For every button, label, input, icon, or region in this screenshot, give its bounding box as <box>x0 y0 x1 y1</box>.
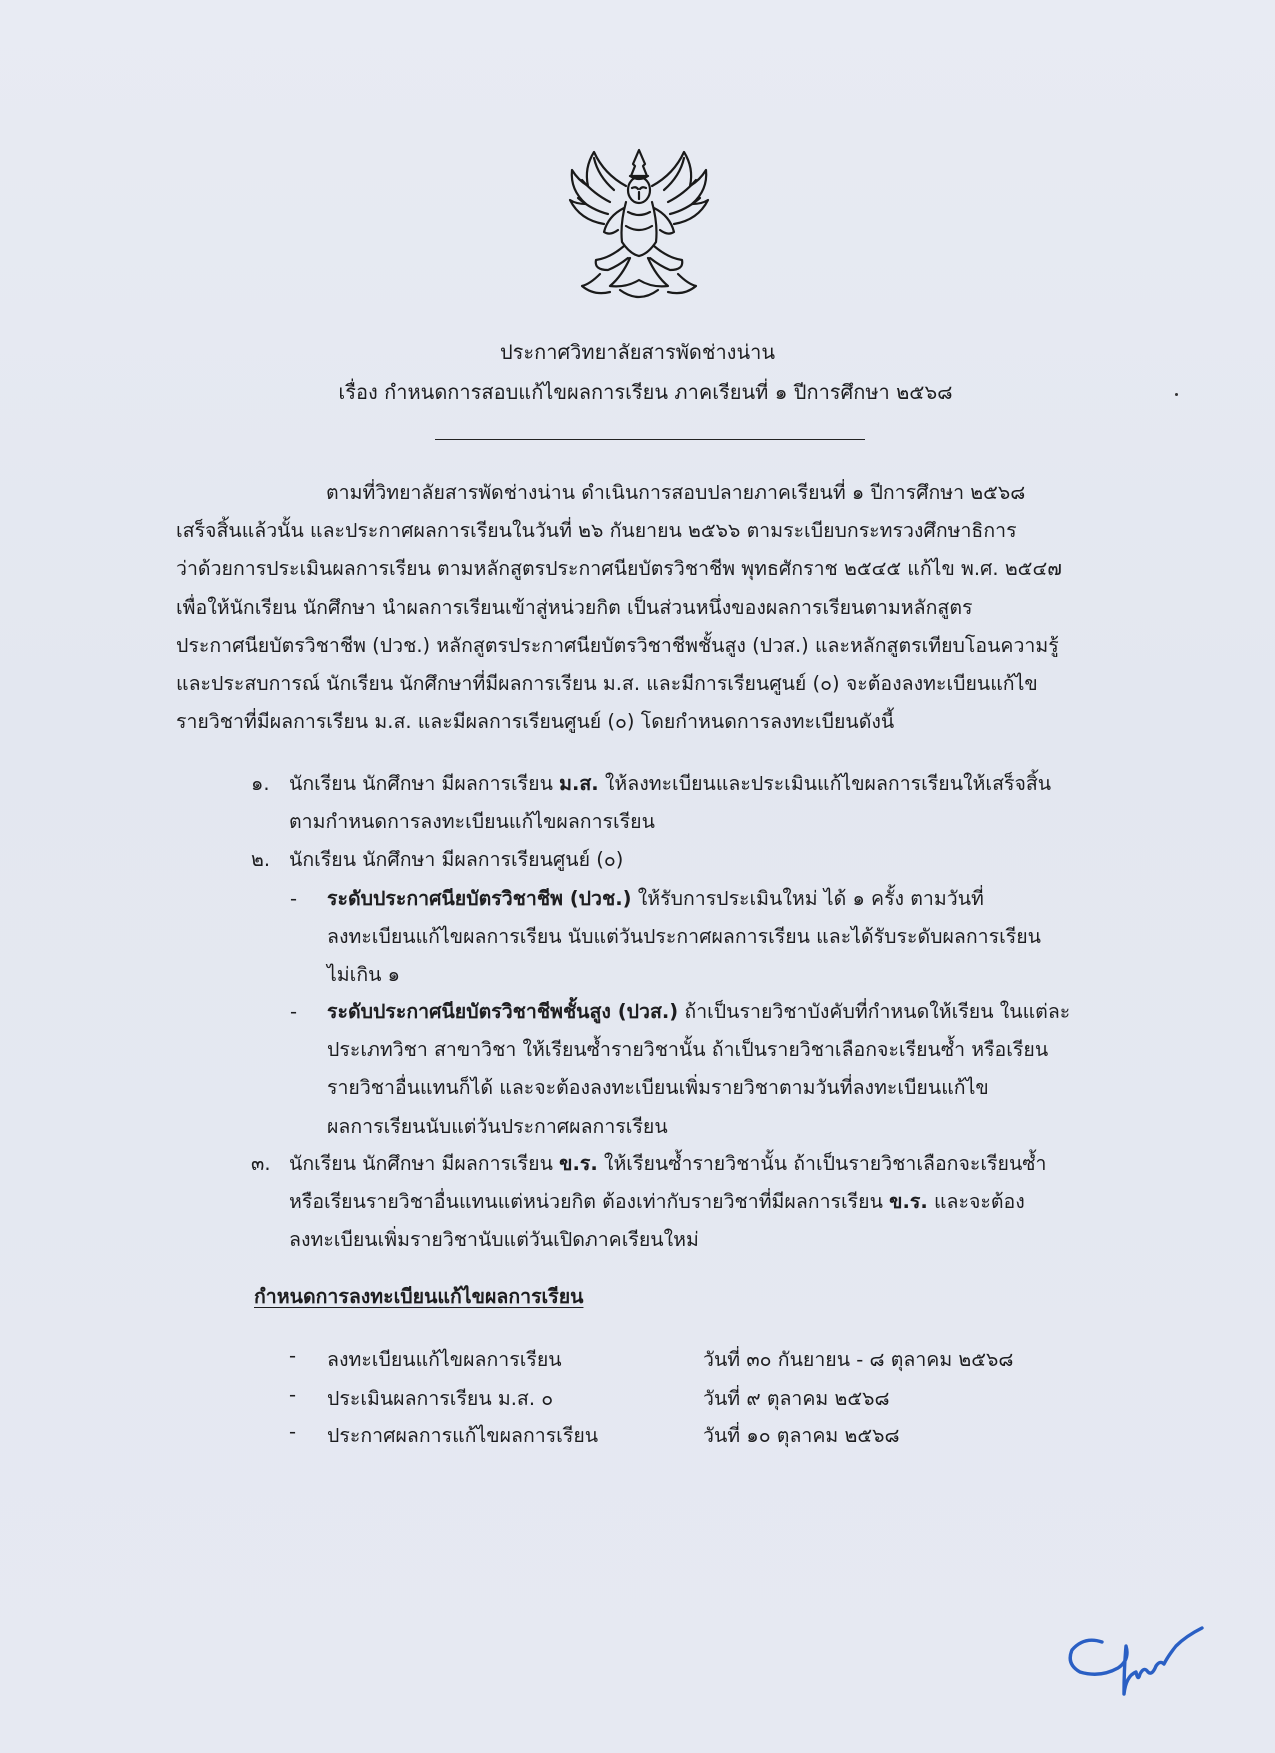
bullet-dash: - <box>289 1420 297 1443</box>
item-text: ประเภทวิชา สาขาวิชา ให้เรียนซ้ำรายวิชานั้น ถ้าเป็นรายวิชาเลือกจะเรียนซ้ำ หรือเรียน <box>327 1038 1049 1062</box>
list-item-1 <box>289 765 1051 841</box>
item-text: ให้เรียนซ้ำรายวิชานั้น ถ้าเป็นรายวิชาเลือกจะเรียนซ้ำ <box>597 1152 1047 1175</box>
garuda-emblem-icon <box>560 146 718 306</box>
list-item-3 <box>289 1145 1046 1260</box>
bullet-dash: - <box>290 887 298 910</box>
sub-item-pvc <box>327 880 1041 995</box>
list-number: ๓. <box>251 1152 271 1175</box>
level-pvc: ระดับประกาศนียบัตรวิชาชีพ (ปวช.) <box>327 887 632 910</box>
bullet-dash: - <box>289 1344 297 1367</box>
item-text: ให้รับการประเมินใหม่ ได้ ๑ ครั้ง ตามวันที่ <box>631 887 984 910</box>
grade-ms: ม.ส. <box>559 772 599 795</box>
list-item-2: นักเรียน นักศึกษา มีผลการเรียนศูนย์ (๐) <box>289 848 624 871</box>
header-divider <box>435 439 865 440</box>
level-pvs: ระดับประกาศนียบัตรวิชาชีพชั้นสูง (ปวส.) <box>327 1000 679 1023</box>
item-text: ลงทะเบียนแก้ไขผลการเรียน นับแต่วันประกาศผลการเรียน และได้รับระดับผลการเรียน <box>327 925 1041 949</box>
list-number: ๑. <box>251 772 270 795</box>
grade-kr: ข.ร. <box>889 1190 928 1214</box>
item-text: ไม่เกิน ๑ <box>327 963 401 987</box>
intro-line: รายวิชาที่มีผลการเรียน ม.ส. และมีผลการเรียนศูนย์ (๐) โดยกำหนดการลงทะเบียนดังนี้ <box>176 710 895 734</box>
intro-line: เสร็จสิ้นแล้วนั้น และประกาศผลการเรียนในวันที่ ๒๖ กันยายน ๒๕๖๖ ตามระเบียบกระทรวงศึกษาธิการ <box>176 519 1017 543</box>
sub-item-pvs <box>327 993 1070 1146</box>
schedule-date: วันที่ ๓๐ กันยายน - ๘ ตุลาคม ๒๕๖๘ <box>703 1348 1014 1371</box>
bullet-dash: - <box>289 1383 297 1406</box>
item-text: และจะต้อง <box>927 1190 1025 1214</box>
schedule-title: กำหนดการลงทะเบียนแก้ไขผลการเรียน <box>254 1285 584 1308</box>
schedule-label: ลงทะเบียนแก้ไขผลการเรียน <box>327 1348 562 1371</box>
announcement-title: ประกาศวิทยาลัยสารพัดช่างน่าน <box>499 340 776 364</box>
announcement-subject: เรื่อง กำหนดการสอบแก้ไขผลการเรียน ภาคเรียนที่ ๑ ปีการศึกษา ๒๕๖๘ <box>338 380 953 404</box>
intro-line: ประกาศนียบัตรวิชาชีพ (ปวช.) หลักสูตรประกาศนียบัตรวิชาชีพชั้นสูง (ปวส.) และหลักสูตรเทียบโอนความรู้ <box>176 633 1059 657</box>
item-text: ถ้าเป็นรายวิชาบังคับที่กำหนดให้เรียน ในแต่ละ <box>678 1000 1071 1023</box>
item-text: ลงทะเบียนเพิ่มรายวิชานับแต่วันเปิดภาคเรียนใหม่ <box>289 1228 699 1252</box>
item-text: ผลการเรียนนับแต่วันประกาศผลการเรียน <box>327 1114 668 1138</box>
intro-line: และประสบการณ์ นักเรียน นักศึกษาที่มีผลการเรียน ม.ส. และมีการเรียนศูนย์ (๐) จะต้องลงทะเบียนแก้ไข <box>176 672 1038 696</box>
item-text: นักเรียน นักศึกษา มีผลการเรียน <box>289 772 560 795</box>
intro-line: ว่าด้วยการประเมินผลการเรียน ตามหลักสูตรประกาศนียบัตรวิชาชีพ พุทธศักราช ๒๕๔๕ แก้ไข พ.ศ. ๒๕๔๗ <box>176 557 1062 581</box>
list-number: ๒. <box>251 848 271 871</box>
item-text: หรือเรียนรายวิชาอื่นแทนแต่หน่วยกิต ต้องเท่ากับรายวิชาที่มีผลการเรียน <box>289 1190 890 1214</box>
schedule-date: วันที่ ๑๐ ตุลาคม ๒๕๖๘ <box>703 1424 900 1447</box>
schedule-label: ประกาศผลการแก้ไขผลการเรียน <box>327 1424 599 1447</box>
handwritten-signature-icon <box>1064 1616 1214 1706</box>
grade-kr: ข.ร. <box>559 1152 598 1175</box>
intro-line: ตามที่วิทยาลัยสารพัดช่างน่าน ดำเนินการสอบปลายภาคเรียนที่ ๑ ปีการศึกษา ๒๕๖๘ <box>326 481 1026 504</box>
item-text: รายวิชาอื่นแทนก็ได้ และจะต้องลงทะเบียนเพิ่มรายวิชาตามวันที่ลงทะเบียนแก้ไข <box>327 1076 989 1100</box>
scan-speck <box>1175 393 1178 396</box>
bullet-dash: - <box>290 1000 298 1023</box>
item-text: ตามกำหนดการลงทะเบียนแก้ไขผลการเรียน <box>289 810 655 834</box>
intro-line: เพื่อให้นักเรียน นักศึกษา นำผลการเรียนเข้าสู่หน่วยกิต เป็นส่วนหนึ่งของผลการเรียนตามหลักสูตร <box>176 595 973 619</box>
intro-paragraph <box>176 474 1121 741</box>
item-text: ให้ลงทะเบียนและประเมินแก้ไขผลการเรียนให้เสร็จสิ้น <box>598 772 1052 795</box>
item-text: นักเรียน นักศึกษา มีผลการเรียน <box>289 1152 560 1175</box>
schedule-date: วันที่ ๙ ตุลาคม ๒๕๖๘ <box>703 1387 890 1410</box>
schedule-label: ประเมินผลการเรียน ม.ส. ๐ <box>327 1387 554 1410</box>
